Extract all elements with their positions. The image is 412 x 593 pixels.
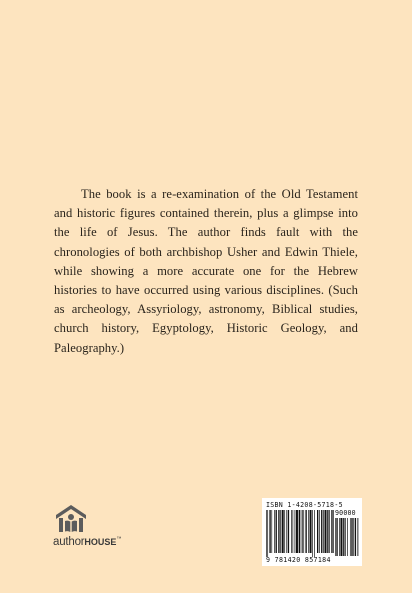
publisher-logo [53, 502, 123, 554]
house-book-icon [54, 502, 88, 534]
isbn-text: ISBN 1-4208-5718-5 [266, 501, 343, 509]
barcode-addon-digits: 90000 [335, 509, 356, 517]
addon-barcode-bars [335, 518, 359, 557]
trademark-symbol: ™ [116, 536, 122, 542]
publisher-name-part2: HOUSE [84, 537, 117, 547]
ean-barcode-bars [266, 510, 334, 557]
ean-digits: 9 781420 857184 [266, 556, 331, 564]
back-cover-blurb: The book is a re-examination of the Old Testament and historic figures contained therein, plus a glimpse into the life of Jesus. The author finds fault with the chronologies of both archbishop Usher and Edwin Thiele, while showing a more accurate one for the Hebrew histories to have occurred using various disciplines. (Such as archeology, Assyriology, astronomy, Biblical studies, church history, Egyptology, Historic Geology, and Paleography.) [54, 187, 358, 355]
publisher-name-part1: author [53, 536, 85, 548]
publisher-wordmark [53, 536, 121, 548]
isbn-barcode [262, 498, 362, 566]
